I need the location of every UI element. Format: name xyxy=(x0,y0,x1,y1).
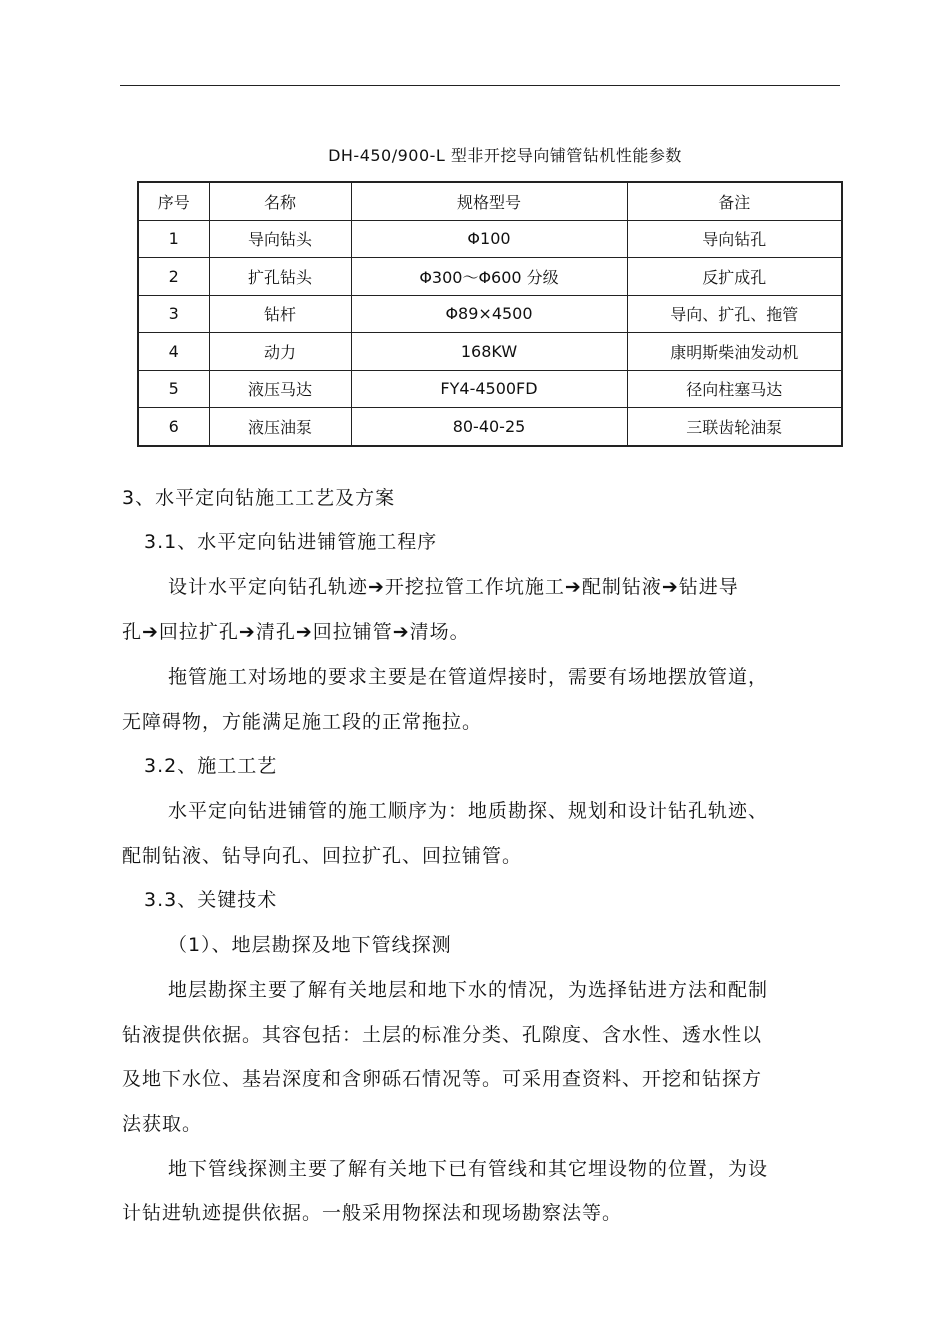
subsection-heading: 3.3、关键技术 xyxy=(144,889,278,911)
table-cell: 6 xyxy=(138,408,209,446)
paragraph-line: 设计水平定向钻孔轨迹➔开挖拉管工作坑施工➔配制钻液➔钻进导 xyxy=(168,576,739,598)
header-cell: 名称 xyxy=(209,182,351,220)
table-row xyxy=(138,333,842,371)
spec-table xyxy=(137,181,843,447)
header-cell: 序号 xyxy=(138,182,209,220)
table-cell: 康明斯柴油发动机 xyxy=(627,333,842,371)
table-cell: 1 xyxy=(138,220,209,258)
header-cell: 备注 xyxy=(627,182,842,220)
table-cell: 4 xyxy=(138,333,209,371)
table-cell: 液压油泵 xyxy=(209,408,351,446)
table-row xyxy=(138,258,842,296)
table-cell: 钻杆 xyxy=(209,295,351,333)
table-header-row xyxy=(138,182,842,220)
table-row xyxy=(138,408,842,446)
table-cell: 液压马达 xyxy=(209,370,351,408)
table-cell: 80-40-25 xyxy=(351,408,627,446)
table-cell: Φ89×4500 xyxy=(351,295,627,333)
table-cell: Φ300～Φ600 分级 xyxy=(351,258,627,296)
paragraph-line: 钻液提供依据。其容包括：土层的标准分类、孔隙度、含水性、透水性以 xyxy=(122,1024,763,1046)
table-row xyxy=(138,370,842,408)
paragraph-line: 拖管施工对场地的要求主要是在管道焊接时，需要有场地摆放管道， xyxy=(168,666,769,688)
table-cell: 导向、扩孔、拖管 xyxy=(627,295,842,333)
paragraph-line: 计钻进轨迹提供依据。一般采用物探法和现场勘察法等。 xyxy=(122,1202,623,1224)
subsection-heading: 3.2、施工工艺 xyxy=(144,755,278,777)
paragraph-line: 配制钻液、钻导向孔、回拉扩孔、回拉铺管。 xyxy=(122,845,523,867)
table-cell: 2 xyxy=(138,258,209,296)
table-cell: 反扩成孔 xyxy=(627,258,842,296)
paragraph-line: 水平定向钻进铺管的施工顺序为：地质勘探、规划和设计钻孔轨迹、 xyxy=(168,800,769,822)
paragraph-line: 法获取。 xyxy=(122,1113,203,1135)
list-item: （1）、地层勘探及地下管线探测 xyxy=(168,934,452,956)
table-cell: 径向柱塞马达 xyxy=(627,370,842,408)
paragraph-line: 地层勘探主要了解有关地层和地下水的情况，为选择钻进方法和配制 xyxy=(168,979,769,1001)
table-row xyxy=(138,295,842,333)
table-cell: 导向钻孔 xyxy=(627,220,842,258)
paragraph-line: 地下管线探测主要了解有关地下已有管线和其它埋设物的位置，为设 xyxy=(168,1158,769,1180)
table-row xyxy=(138,220,842,258)
header-cell: 规格型号 xyxy=(351,182,627,220)
header-rule xyxy=(120,85,840,86)
section-heading: 3、水平定向钻施工工艺及方案 xyxy=(122,487,396,509)
paragraph-line: 无障碍物，方能满足施工段的正常拖拉。 xyxy=(122,711,483,733)
paragraph-line: 孔➔回拉扩孔➔清孔➔回拉铺管➔清场。 xyxy=(122,621,470,643)
table-cell: 动力 xyxy=(209,333,351,371)
paragraph-line: 及地下水位、基岩深度和含卵砾石情况等。可采用查资料、开挖和钻探方 xyxy=(122,1068,763,1090)
table-cell: 三联齿轮油泵 xyxy=(627,408,842,446)
table-cell: Φ100 xyxy=(351,220,627,258)
subsection-heading: 3.1、水平定向钻进铺管施工程序 xyxy=(144,531,438,553)
table-title: DH-450/900-L 型非开挖导向铺管钻机性能参数 xyxy=(328,146,682,165)
table-cell: 导向钻头 xyxy=(209,220,351,258)
table-cell: 5 xyxy=(138,370,209,408)
table-cell: 168KW xyxy=(351,333,627,371)
table-cell: 扩孔钻头 xyxy=(209,258,351,296)
table-cell: FY4-4500FD xyxy=(351,370,627,408)
table-cell: 3 xyxy=(138,295,209,333)
